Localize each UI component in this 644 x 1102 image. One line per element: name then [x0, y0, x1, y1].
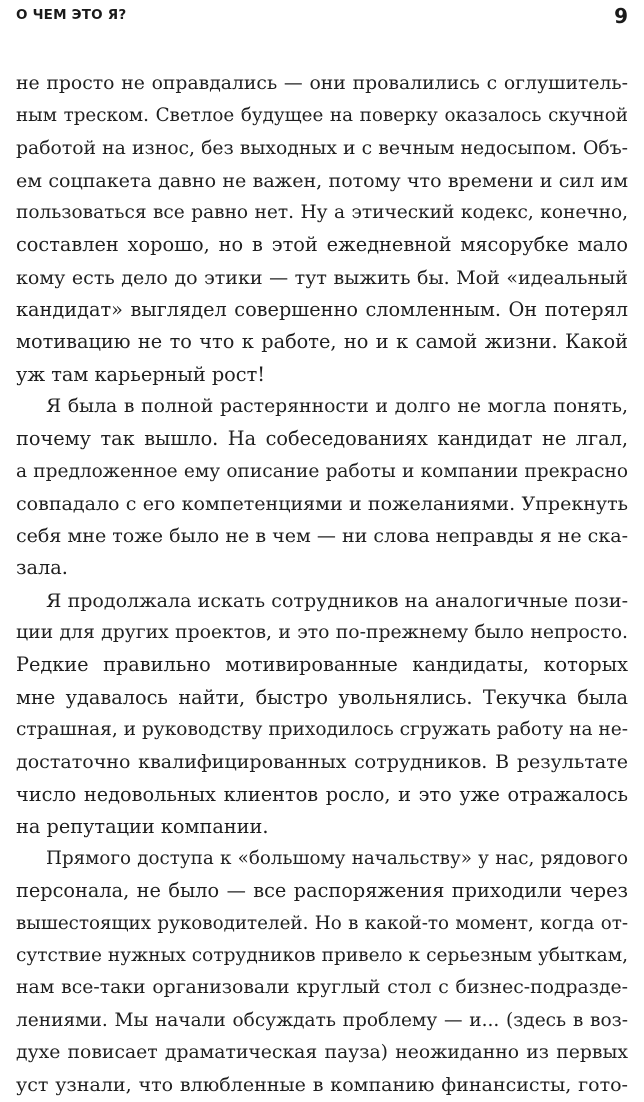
text-line: кому есть дело до этики — тут выжить бы. Мой «идеальный: [16, 266, 628, 289]
text-line: составлен хорошо, но в этой ежедневной мясорубке мало: [16, 233, 628, 257]
text-line: духе повисает драматическая пауза) неожиданно из первых: [16, 1041, 628, 1063]
page-number: 9: [614, 4, 628, 28]
text-line: ным треском. Светлое будущее на поверку оказалось скучной: [16, 105, 628, 127]
text-line: мотивацию не то что к работе, но и к самой жизни. Какой: [16, 330, 628, 354]
text-line: пользоваться все равно нет. Ну а этический кодекс, конечно,: [16, 202, 628, 224]
text-line: а предложенное ему описание работы и компании прекрасно: [16, 460, 628, 482]
text-line: почему так вышло. На собеседованиях кандидат не лгал,: [16, 427, 628, 451]
text-line: не просто не оправдались — они провалились с оглушитель-: [16, 73, 628, 94]
text-line: зала.: [16, 556, 68, 580]
text-line: себя мне тоже было не в чем — ни слова неправды я не ска-: [16, 525, 628, 548]
page-body: [16, 68, 628, 1097]
text-line: ции для других проектов, и это по-прежнему было непросто.: [16, 622, 628, 644]
paragraph-first-line: Прямого доступа к «большому начальству» у нас, рядового: [46, 848, 628, 870]
text-line: на репутации компании.: [16, 814, 269, 838]
text-line: число недовольных клиентов росло, и это уже отражалось: [16, 782, 628, 806]
running-head: О ЧЕМ ЭТО Я?: [16, 7, 127, 23]
text-line: совпадало с его компетенциями и пожеланиями. Упрекнуть: [16, 492, 628, 515]
text-line: достаточно квалифицированных сотрудников. В результате: [16, 751, 628, 774]
text-line: работой на износ, без выходных и с вечным недосыпом. Объ-: [16, 137, 628, 159]
text-line: сутствие нужных сотрудников привело к серьезным убыткам,: [16, 945, 628, 967]
text-line: вышестоящих руководителей. Но в какой-то момент, когда от-: [16, 912, 628, 934]
text-line: ем соцпакета давно не важен, потому что времени и сил им: [16, 169, 628, 192]
text-line: нам все-таки организовали круглый стол с бизнес-подразде-: [16, 977, 628, 999]
text-line: лениями. Мы начали обсуждать проблему — и... (здесь в воз-: [16, 1009, 628, 1031]
text-line: Редкие правильно мотивированные кандидаты, которых: [16, 653, 628, 677]
paragraph-first-line: Я была в полной растерянности и долго не могла понять,: [46, 395, 628, 417]
text-line: уж там карьерный рост!: [16, 362, 265, 386]
text-line: кандидат» выглядел совершенно сломленным. Он потерял: [16, 298, 628, 322]
text-line: персонала, не было — все распоряжения приходили через: [16, 879, 628, 903]
text-line: мне удавалось найти, быстро увольнялись. Текучка была: [16, 685, 628, 709]
paragraph-first-line: Я продолжала искать сотрудников на аналогичные пози-: [46, 589, 628, 612]
text-line: страшная, и руководству приходилось сгружать работу на не-: [16, 718, 628, 740]
text-line: уст узнали, что влюбленные в компанию финансисты, гото-: [16, 1074, 628, 1097]
